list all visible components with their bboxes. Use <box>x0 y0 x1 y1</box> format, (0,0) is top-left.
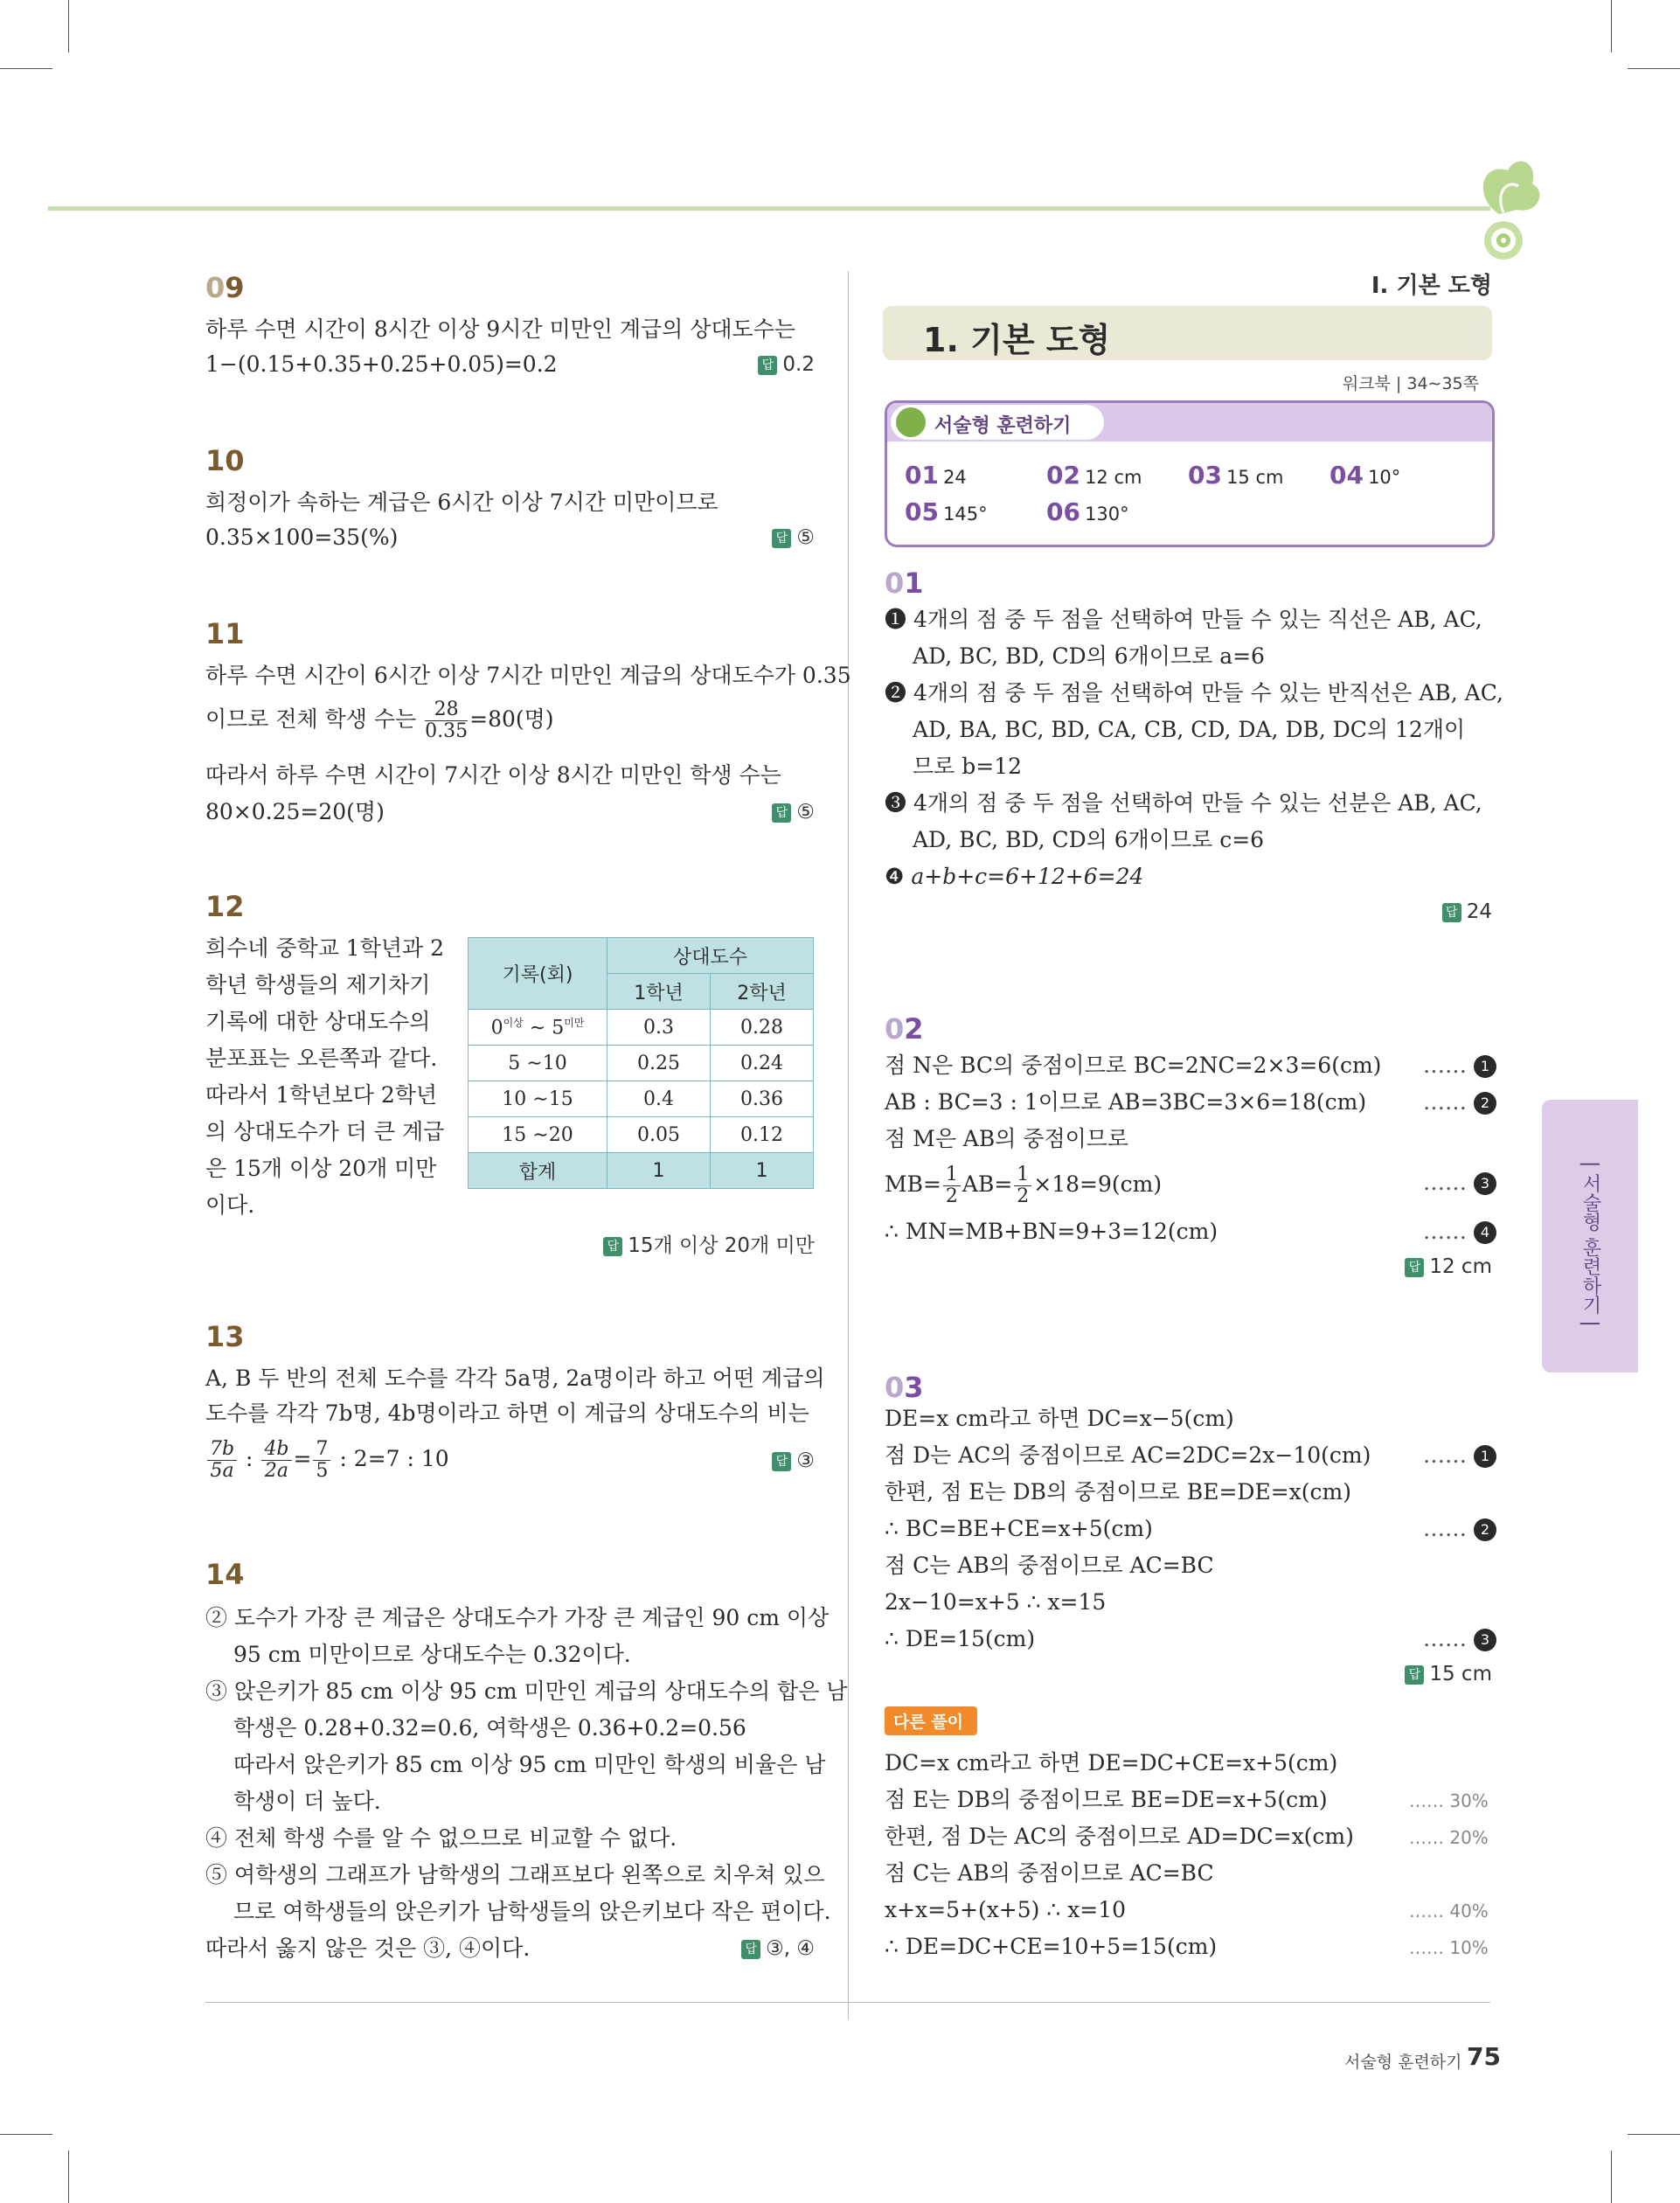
r-q02-line-4: MB= $\frac{1}{2}$ AB= $\frac{1}{2}$ ×18=9(cm) <box>885 1164 1163 1207</box>
q13-answer: 답 ③ <box>772 1449 815 1472</box>
r-q02-line-2: AB : BC=3 : 1이므로 AB=3BC=3×6=18(cm) <box>885 1089 1367 1115</box>
q14-line: 학생은 0.28+0.32=0.6, 여학생은 0.36+0.2=0.56 <box>233 1715 746 1741</box>
table-cell: 0.24 <box>711 1046 814 1081</box>
answer-tag-icon: 답 <box>772 1452 791 1471</box>
crop-mark <box>1611 0 1612 52</box>
header-rule <box>48 206 1490 211</box>
step-2-icon: ❷ <box>885 680 907 705</box>
question-number-09: 09 <box>205 271 245 304</box>
step-marker: …… 1 <box>1423 1437 1496 1474</box>
page-number: 75 <box>1467 2042 1501 2071</box>
table-cell: 10 ∼15 <box>469 1081 607 1117</box>
answer-item-03: 03 15 cm <box>1188 461 1284 490</box>
q13-line-1: A, B 두 반의 전체 도수를 각각 5a명, 2a명이라 하고 어떤 계급의 <box>205 1366 825 1391</box>
step-3-icon: 3 <box>1474 1172 1496 1195</box>
q12-text-line: 은 15개 이상 20개 미만 <box>205 1156 437 1181</box>
q11-line-1: 하루 수면 시간이 6시간 이상 7시간 미만인 계급의 상대도수가 0.35 <box>205 663 851 688</box>
q14-line: 므로 여학생들의 앉은키가 남학생들의 앉은키보다 작은 편이다. <box>233 1899 831 1924</box>
r-q03-line: 2x−10=x+5 ∴ x=15 <box>885 1589 1107 1615</box>
answer-tag-icon: 답 <box>603 1237 622 1256</box>
q11-line-4: 80×0.25=20(명) <box>205 799 385 824</box>
column-divider <box>848 271 849 2019</box>
q12-text-line: 이다. <box>205 1192 255 1218</box>
fraction: $\frac{4b}{2a}$ <box>261 1439 291 1482</box>
fraction: $\frac{7}{5}$ <box>313 1439 330 1482</box>
r-q01-line: ❶ 4개의 점 중 두 점을 선택하여 만들 수 있는 직선은 AB, AC, <box>885 607 1482 632</box>
alt-solution-label: 다른 풀이 <box>885 1706 977 1735</box>
q14-line: 따라서 앉은키가 85 cm 이상 95 cm 미만인 학생의 비율은 남 <box>233 1752 826 1777</box>
step-marker: …… 3 <box>1423 1621 1496 1657</box>
math-text: : 2=7 : 10 <box>339 1446 449 1471</box>
q12-text-line: 기록에 대한 상대도수의 <box>205 1009 431 1034</box>
answer-tag-icon: 답 <box>772 803 791 823</box>
q13-line-3 <box>205 1439 449 1482</box>
step-1-icon: 1 <box>1474 1445 1496 1468</box>
r-q03-answer: 답 15 cm <box>1405 1663 1492 1685</box>
relative-frequency-table <box>468 937 814 1189</box>
answer-item-06: 06 130° <box>1046 497 1129 526</box>
section-tag: I. 기본 도형 <box>1371 273 1492 299</box>
step-marker: …… 2 <box>1423 1084 1493 1121</box>
q14-line: ② 도수가 가장 큰 계급은 상대도수가 가장 큰 계급인 90 cm 이상 <box>205 1605 830 1630</box>
answer-tag-icon: 답 <box>772 529 791 548</box>
alt-line: x+x=5+(x+5) ∴ x=10 <box>885 1897 1127 1922</box>
chapter-title-bar <box>883 306 1492 360</box>
th-grade-1: 1학년 <box>607 974 711 1010</box>
question-number-14: 14 <box>205 1558 245 1591</box>
question-number-13: 13 <box>205 1320 245 1353</box>
q12-text-line: 의 상대도수가 더 큰 계급 <box>205 1119 445 1144</box>
alt-line: ∴ DE=DC+CE=10+5=15(cm) <box>885 1934 1218 1959</box>
q14-line: 따라서 옳지 않은 것은 ③, ④이다. <box>205 1935 531 1961</box>
r-q01-line: AD, BA, BC, BD, CA, CB, CD, DA, DB, DC의 12개이 <box>913 717 1466 742</box>
r-q01-line: AD, BC, BD, CD의 6개이므로 c=6 <box>913 827 1265 852</box>
alt-line: 한편, 점 D는 AC의 중점이므로 AD=DC=x(cm) <box>885 1824 1354 1849</box>
q14-line: ⑤ 여학생의 그래프가 남학생의 그래프보다 왼쪽으로 치우쳐 있으 <box>205 1862 825 1887</box>
workbook-reference: 워크북 | 34∼35쪽 <box>1342 374 1479 393</box>
th-relative-frequency: 상대도수 <box>607 938 814 974</box>
q12-text <box>205 930 445 1224</box>
table-row-total <box>469 1153 814 1189</box>
table-cell: 0.4 <box>607 1081 711 1117</box>
step-marker: …… 3 <box>1423 1164 1496 1201</box>
r-q01-line: ❷ 4개의 점 중 두 점을 선택하여 만들 수 있는 반직선은 AB, AC, <box>885 680 1503 705</box>
table-cell: 1 <box>607 1153 711 1189</box>
q12-text-line: 학년 학생들의 제기차기 <box>205 972 431 997</box>
box-title: 서술형 훈련하기 <box>934 415 1072 437</box>
question-number-12: 12 <box>205 890 245 923</box>
q14-line: 95 cm 미만이므로 상대도수는 0.32이다. <box>233 1642 631 1667</box>
th-record: 기록(회) <box>469 938 607 1010</box>
chameleon-icon <box>896 407 926 437</box>
table-cell: 0.3 <box>607 1010 711 1046</box>
answer-tag-icon: 답 <box>741 1940 760 1959</box>
table-cell: 합계 <box>469 1153 607 1189</box>
step-3-icon: 3 <box>1474 1629 1496 1651</box>
q11-line-3: 따라서 하루 수면 시간이 7시간 이상 8시간 미만인 학생 수는 <box>205 762 781 788</box>
answer-tag-icon: 답 <box>1405 1665 1424 1685</box>
answer-item-02: 02 12 cm <box>1046 461 1142 490</box>
th-grade-2: 2학년 <box>711 974 814 1010</box>
q09-line-2: 1−(0.15+0.35+0.25+0.05)=0.2 <box>205 351 558 377</box>
crop-mark <box>1628 68 1680 69</box>
table-row <box>469 1081 814 1117</box>
step-2-icon: 2 <box>1474 1092 1496 1115</box>
r-q01-line: AD, BC, BD, CD의 6개이므로 a=6 <box>913 643 1265 669</box>
table-row <box>469 1046 814 1081</box>
answer-tag-icon: 답 <box>1442 903 1461 922</box>
q11-answer: 답 ⑤ <box>772 801 815 824</box>
q11-line-2 <box>205 699 554 742</box>
step-3-icon: ❸ <box>885 790 907 816</box>
r-q03-line: 점 C는 AB의 중점이므로 AC=BC <box>885 1553 1214 1578</box>
q14-line: 학생이 더 높다. <box>233 1789 381 1814</box>
right-question-number-02: 02 <box>885 1012 924 1046</box>
box-title-pill <box>891 405 1104 440</box>
answer-summary-box <box>885 400 1495 547</box>
table-row <box>469 1117 814 1153</box>
crop-mark <box>1611 2151 1612 2203</box>
q12-text-line: 따라서 1학년보다 2학년 <box>205 1082 438 1108</box>
fraction: $\frac{7b}{5a}$ <box>207 1439 237 1482</box>
table-cell: 15 ∼20 <box>469 1117 607 1153</box>
crop-mark <box>0 2134 52 2135</box>
fraction: $\frac{1}{2}$ <box>943 1164 961 1207</box>
fraction: $\frac{1}{2}$ <box>1014 1164 1031 1207</box>
r-q01-line: 므로 b=12 <box>913 754 1023 779</box>
step-marker: …… 2 <box>1423 1511 1496 1547</box>
q10-line-1: 희정이가 속하는 계급은 6시간 이상 7시간 미만이므로 <box>205 490 719 515</box>
q14-answer: 답 ③, ④ <box>741 1937 815 1960</box>
crop-mark <box>68 0 69 52</box>
right-question-number-01: 01 <box>885 566 924 600</box>
math-op: : <box>246 1446 253 1471</box>
table-cell: 5 ∼10 <box>469 1046 607 1081</box>
score-40: …… 40% <box>1409 1901 1489 1922</box>
table-cell: 0.12 <box>711 1117 814 1153</box>
q13-line-2: 도수를 각각 7b명, 4b명이라고 하면 이 계급의 상대도수의 비는 <box>205 1400 809 1426</box>
q12-text-line: 희수네 중학교 1학년과 2 <box>205 935 445 961</box>
r-q01-body <box>885 601 1503 895</box>
alt-line: 점 C는 AB의 중점이므로 AC=BC <box>885 1860 1214 1886</box>
r-q03-line: DE=x cm라고 하면 DC=x−5(cm) <box>885 1406 1234 1431</box>
score-20: …… 20% <box>1409 1827 1489 1848</box>
math-op: = <box>293 1446 312 1471</box>
alt-line: 점 E는 DB의 중점이므로 BE=DE=x+5(cm) <box>885 1787 1328 1812</box>
crop-mark <box>0 68 52 69</box>
q11-result: =80(명) <box>469 706 554 732</box>
score-10: …… 10% <box>1409 1937 1489 1958</box>
r-q03-line: 한편, 점 E는 DB의 중점이므로 BE=DE=x(cm) <box>885 1479 1351 1505</box>
step-marker: …… 4 <box>1423 1213 1496 1250</box>
crop-mark <box>1628 2134 1680 2135</box>
r-q01-answer: 답 24 <box>1442 900 1492 923</box>
step-1-icon: 1 <box>1474 1055 1496 1078</box>
table-row <box>469 1010 814 1046</box>
table-cell: 0.25 <box>607 1046 711 1081</box>
r-q03-line: ∴ DE=15(cm) <box>885 1626 1036 1651</box>
q11-text: 이므로 전체 학생 수는 <box>205 706 417 732</box>
alt-solution-body <box>885 1745 1354 1965</box>
q12-answer: 답 15개 이상 20개 미만 <box>603 1229 815 1258</box>
right-question-number-03: 03 <box>885 1371 924 1404</box>
r-q03-line: ∴ BC=BE+CE=x+5(cm) <box>885 1516 1153 1541</box>
answer-tag-icon: 답 <box>758 356 777 375</box>
question-number-11: 11 <box>205 617 245 650</box>
table-cell: 0.28 <box>711 1010 814 1046</box>
q14-line: ③ 앉은키가 85 cm 이상 95 cm 미만인 계급의 상대도수의 합은 남 <box>205 1678 848 1704</box>
leaf-ornament-icon <box>1455 144 1552 267</box>
answer-item-01: 01 24 <box>905 461 967 490</box>
r-q02-step-markers <box>1423 1047 1493 1121</box>
side-tab-label: | 서술형 훈련하기 | <box>1579 1161 1601 1327</box>
r-q02-line-1: 점 N은 BC의 중점이므로 BC=2NC=2×3=6(cm) <box>885 1053 1382 1078</box>
q10-line-2: 0.35×100=35(%) <box>205 525 399 550</box>
alt-line: DC=x cm라고 하면 DE=DC+CE=x+5(cm) <box>885 1750 1338 1776</box>
bottom-rule <box>205 2002 1490 2003</box>
q12-text-line: 분포표는 오른쪽과 같다. <box>205 1046 438 1071</box>
fraction: $\frac{28}{0.35}$ <box>425 698 469 742</box>
chapter-title: 1. 기본 도형 <box>923 321 1111 359</box>
q10-answer: 답 ⑤ <box>772 526 815 549</box>
answer-item-04: 04 10° <box>1329 461 1401 490</box>
step-marker: …… 1 <box>1423 1047 1493 1084</box>
r-q01-line: ❹ a+b+c=6+12+6=24 <box>885 864 1144 889</box>
r-q02-line-5: ∴ MN=MB+BN=9+3=12(cm) <box>885 1219 1218 1244</box>
side-tab <box>1542 1100 1638 1373</box>
question-number-10: 10 <box>205 444 245 477</box>
q14-body <box>205 1600 847 1967</box>
answer-item-05: 05 145° <box>905 497 988 526</box>
table-cell: 0.05 <box>607 1117 711 1153</box>
crop-mark <box>68 2151 69 2203</box>
table-cell: $0^{이상}$ ∼ $5^{미만}$ <box>469 1010 607 1046</box>
r-q03-line: 점 D는 AC의 중점이므로 AC=2DC=2x−10(cm) <box>885 1442 1371 1468</box>
score-30: …… 30% <box>1409 1790 1489 1811</box>
r-q02-answer: 답 12 cm <box>1405 1255 1492 1278</box>
r-q03-body <box>885 1400 1371 1657</box>
step-4-icon: ❹ <box>885 864 905 889</box>
r-q02-line-3: 점 M은 AB의 중점이므로 <box>885 1126 1129 1151</box>
q09-answer: 답 0.2 <box>758 353 815 376</box>
step-4-icon: 4 <box>1474 1221 1496 1244</box>
footer-label: 서술형 훈련하기 <box>1344 2053 1462 2072</box>
table-cell: 0.36 <box>711 1081 814 1117</box>
r-q01-line: ❸ 4개의 점 중 두 점을 선택하여 만들 수 있는 선분은 AB, AC, <box>885 790 1482 816</box>
q09-line-1: 하루 수면 시간이 8시간 이상 9시간 미만인 계급의 상대도수는 <box>205 316 795 342</box>
q14-line: ④ 전체 학생 수를 알 수 없으므로 비교할 수 없다. <box>205 1825 677 1851</box>
step-2-icon: 2 <box>1474 1518 1496 1541</box>
answer-tag-icon: 답 <box>1405 1258 1424 1277</box>
table-cell: 1 <box>711 1153 814 1189</box>
step-1-icon: ❶ <box>885 607 907 632</box>
